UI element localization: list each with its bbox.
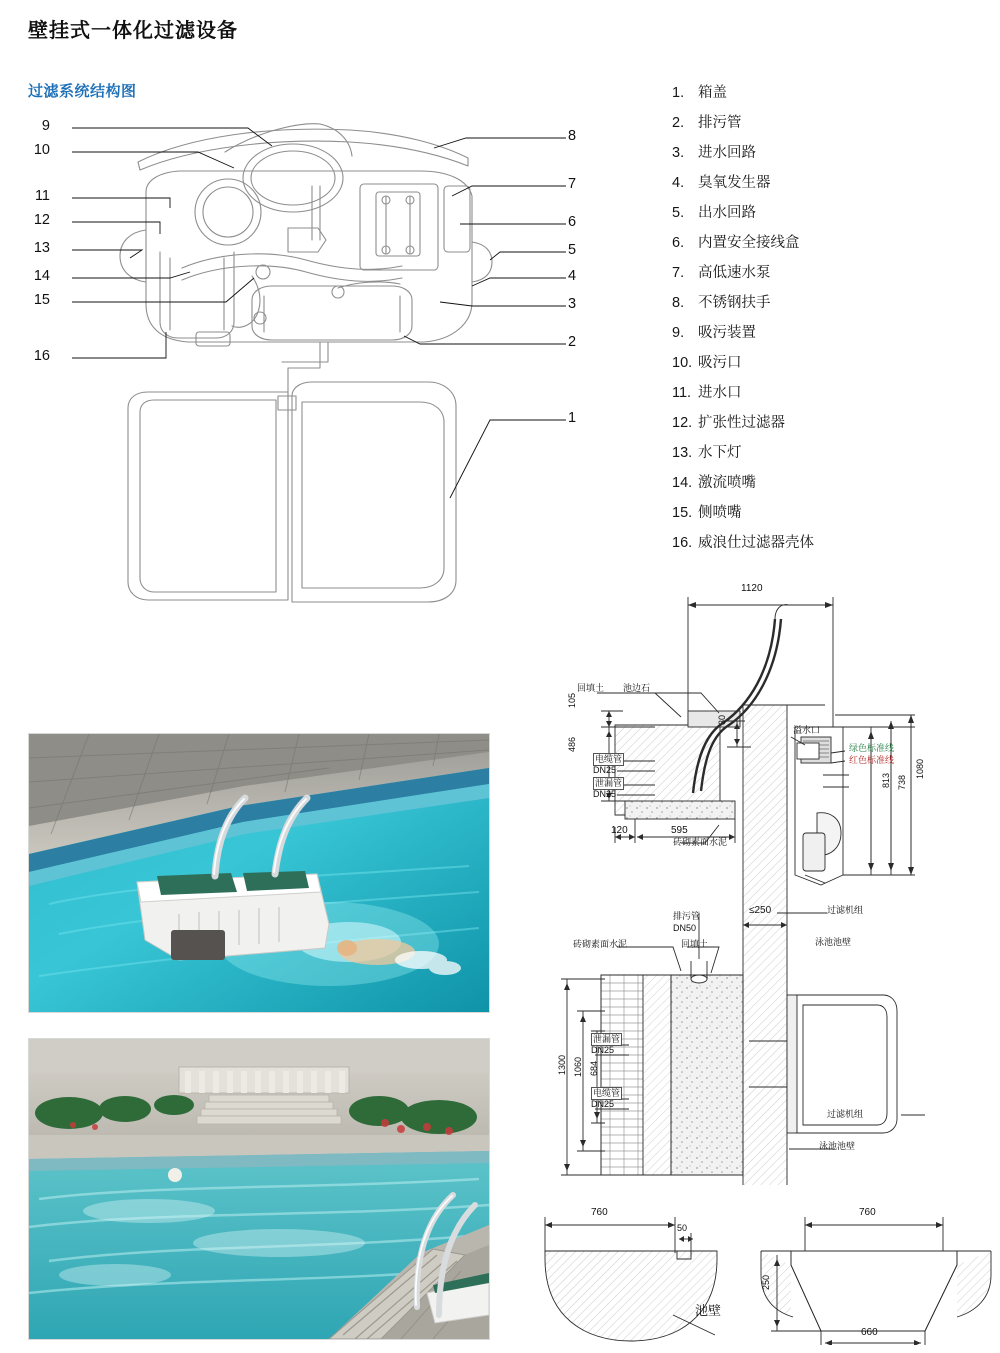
label-brick-cement-top: 砖砌素面水泥 [673, 837, 728, 847]
legend-number: 1. [672, 85, 685, 101]
photo-pool-equipment [28, 733, 490, 1013]
legend-item-3 [672, 138, 982, 168]
legend-label: 激流喷嘴 [698, 475, 756, 491]
legend-label: 水下灯 [698, 445, 742, 461]
legend-number: 16. [672, 535, 693, 551]
label-cable-pipe-mid: 电缆管 [593, 1088, 621, 1098]
label-red-line: 红色标准线 [849, 755, 895, 765]
legend-number: 4. [672, 175, 685, 191]
legend-label: 侧喷嘴 [698, 505, 742, 521]
legend-label: 威浪仕过滤器壳体 [698, 535, 814, 551]
legend-label: 出水回路 [698, 205, 756, 221]
callout-5: 5 [568, 242, 577, 258]
legend-item-5 [672, 198, 982, 228]
pool-wall-caption: 池壁 [695, 1303, 722, 1318]
legend-label: 不锈钢扶手 [698, 295, 771, 311]
callout-9: 9 [41, 118, 50, 134]
label-drain-pipe-top: 泄漏管 [595, 778, 623, 788]
section-title: 过滤系统结构图 [28, 83, 137, 100]
callout-13: 13 [33, 240, 50, 256]
callout-3: 3 [568, 296, 577, 312]
dim-595: 595 [671, 825, 688, 836]
legend-label: 扩张性过滤器 [698, 415, 785, 431]
legend-list [672, 78, 982, 558]
dim-1300: 1300 [557, 1055, 567, 1076]
legend-number: 2. [672, 115, 685, 131]
label-drain-pipe-dn-mid: DN25 [591, 1045, 615, 1055]
filter-system-structure-diagram [20, 100, 640, 620]
callout-14: 14 [33, 268, 50, 284]
legend-number: 7. [672, 265, 685, 281]
label-drain-pipe-dn-top: DN25 [593, 789, 617, 799]
dim-50: 50 [677, 1223, 688, 1233]
callout-12: 12 [33, 212, 50, 228]
label-drain-pipe-mid: 泄漏管 [593, 1034, 621, 1044]
label-cable-pipe-dn-mid: DN25 [591, 1099, 615, 1109]
dim-760-right: 760 [859, 1207, 876, 1218]
dim-1080: 1080 [915, 759, 925, 780]
legend-number: 3. [672, 145, 685, 161]
legend-item-4 [672, 168, 982, 198]
dim-660: 660 [861, 1327, 878, 1338]
dim-486: 486 [567, 737, 577, 753]
legend-label: 内置安全接线盒 [698, 235, 800, 251]
legend-item-10 [672, 348, 982, 378]
dim-738: 738 [897, 775, 907, 791]
dim-684: 684 [589, 1061, 599, 1077]
legend-number: 11. [672, 385, 692, 401]
callout-15: 15 [33, 292, 50, 308]
label-brick-cement-mid: 砖砌素面水泥 [573, 939, 628, 949]
label-cable-pipe-dn-top: DN25 [593, 765, 617, 775]
legend-number: 9. [672, 325, 685, 341]
callout-16: 16 [33, 348, 50, 364]
label-pool-wall-mid: 泳池池壁 [819, 1141, 856, 1151]
legend-number: 8. [672, 295, 685, 311]
legend-number: 5. [672, 205, 685, 221]
label-filter-unit-mid: 过滤机组 [827, 1109, 864, 1119]
legend-item-11 [672, 378, 982, 408]
dim-1060: 1060 [573, 1057, 583, 1078]
legend-label: 臭氧发生器 [698, 175, 771, 191]
legend-item-16 [672, 528, 982, 558]
label-cable-pipe-top: 电缆管 [595, 754, 623, 764]
legend-item-15 [672, 498, 982, 528]
legend-label: 进水口 [698, 385, 742, 401]
legend-label: 排污管 [698, 115, 742, 131]
legend-item-7 [672, 258, 982, 288]
photo-pool-overview [28, 1038, 490, 1340]
label-backfill-mid: 回填土 [681, 939, 709, 949]
callout-4: 4 [568, 268, 577, 284]
label-sewage-pipe-dn: DN50 [673, 923, 697, 933]
legend-label: 箱盖 [698, 85, 727, 101]
callout-1: 1 [568, 410, 577, 426]
callout-11: 11 [34, 188, 50, 204]
callout-7: 7 [568, 176, 577, 192]
label-filter-unit-top: 过滤机组 [827, 905, 864, 915]
legend-item-12 [672, 408, 982, 438]
legend-item-1 [672, 78, 982, 108]
dim-250: ≤250 [749, 905, 772, 916]
engineering-drawings [505, 575, 995, 1345]
legend-item-6 [672, 228, 982, 258]
dim-1120: 1120 [741, 583, 763, 594]
legend-number: 15. [672, 505, 693, 521]
label-green-line: 绿色标准线 [849, 743, 895, 753]
callout-8: 8 [568, 128, 577, 144]
legend-item-2 [672, 108, 982, 138]
label-sewage-pipe: 排污管 [673, 911, 701, 921]
legend-number: 6. [672, 235, 685, 251]
label-pool-wall-top: 泳池池壁 [815, 937, 852, 947]
legend-item-8 [672, 288, 982, 318]
legend-number: 13. [672, 445, 693, 461]
legend-label: 进水回路 [698, 145, 756, 161]
callout-6: 6 [568, 214, 577, 230]
legend-number: 12. [672, 415, 693, 431]
dim-760-left: 760 [591, 1207, 608, 1218]
legend-item-14 [672, 468, 982, 498]
legend-item-13 [672, 438, 982, 468]
page-title: 壁挂式一体化过滤设备 [28, 20, 238, 42]
legend-label: 高低速水泵 [698, 265, 771, 281]
legend-number: 14. [672, 475, 693, 491]
label-backfill-top: 回填土 [577, 683, 605, 693]
callout-10: 10 [33, 142, 50, 158]
label-pool-edge-stone: 池边石 [623, 683, 651, 693]
dim-250-bottom: 250 [761, 1275, 771, 1291]
legend-item-9 [672, 318, 982, 348]
dim-30: 30 [717, 715, 727, 726]
legend-label: 吸污装置 [698, 325, 756, 341]
label-overflow: 溢水口 [793, 725, 821, 735]
legend-label: 吸污口 [698, 355, 742, 371]
callout-2: 2 [568, 334, 577, 350]
dim-120: 120 [611, 825, 628, 836]
legend-number: 10. [672, 355, 693, 371]
dim-105: 105 [567, 693, 577, 709]
dim-813: 813 [881, 773, 891, 789]
